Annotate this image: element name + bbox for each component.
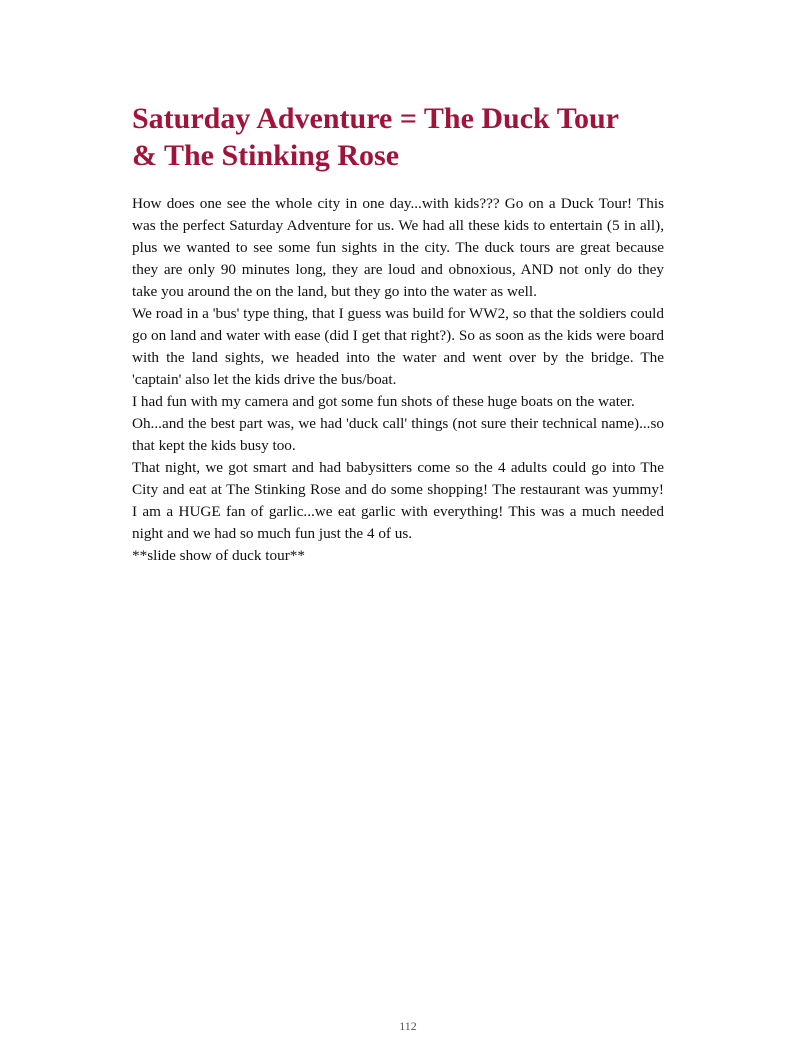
paragraph-duck-call: Oh...and the best part was, we had 'duck call' things (not sure their technical name)...so that kept the kids busy too.	[132, 415, 664, 454]
article-body	[132, 193, 664, 567]
page-title	[132, 100, 672, 174]
paragraph-slide-show-note: **slide show of duck tour**	[132, 547, 305, 564]
page-number: 112	[399, 1019, 417, 1033]
paragraph-duck-tour-intro: How does one see the whole city in one day...with kids??? Go on a Duck Tour! This was the perfect Saturday Adventure for us. We had all these kids to entertain (5 in all), plus we wanted to see some fun sights in the city. The duck tours are great because they are only 90 minutes long, they are loud and obnoxious, AND not only do they take you around the on the land, but they go into the water as well.	[132, 195, 664, 300]
page-title-line-1: Saturday Adventure = The Duck Tour	[132, 102, 619, 135]
paragraph-bus-ride: We road in a 'bus' type thing, that I guess was build for WW2, so that the soldiers could go on land and water with ease (did I get that right?). So as soon as the kids were board with the land sights, we headed into the water and went over by the bridge. The 'captain' also let the kids drive the bus/boat.	[132, 305, 664, 388]
paragraph-camera: I had fun with my camera and got some fun shots of these huge boats on the water.	[132, 393, 635, 410]
paragraph-stinking-rose: That night, we got smart and had babysitters come so the 4 adults could go into The City and eat at The Stinking Rose and do some shopping! The restaurant was yummy! I am a HUGE fan of garlic...we eat garlic with everything! This was a much needed night and we had so much fun just the 4 of us.	[132, 459, 664, 542]
page-title-line-2: & The Stinking Rose	[132, 139, 400, 172]
